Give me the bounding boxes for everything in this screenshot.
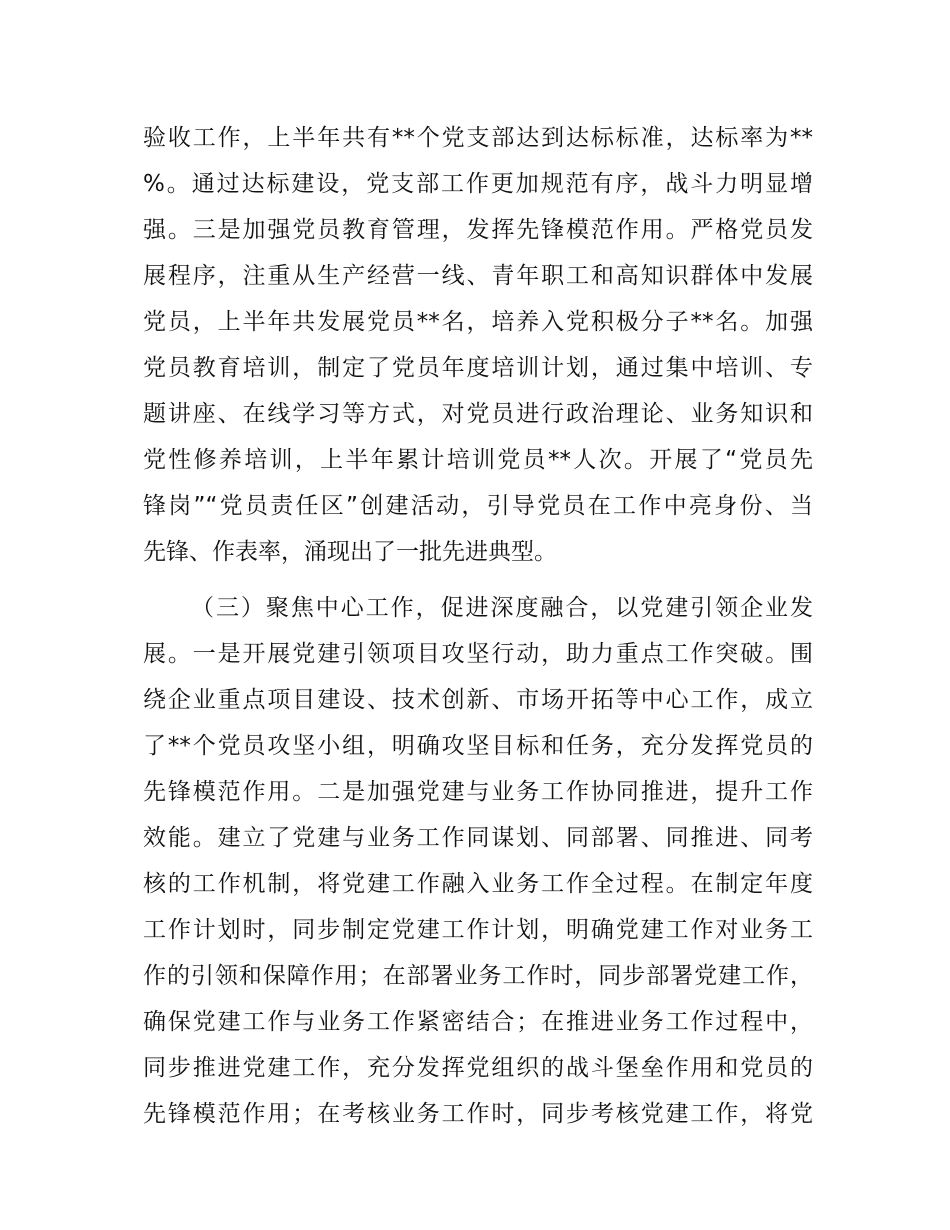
paragraph-party-member-education <box>143 122 813 582</box>
paragraph-gap <box>143 582 813 592</box>
document-page <box>143 122 813 1144</box>
text-line: 先锋模范作用。二是加强党建与业务工作协同推进，提升工作 <box>143 779 813 805</box>
text-line: 强。三是加强党员教育管理，发挥先锋模范作用。严格党员发 <box>143 217 813 243</box>
text-line: 了**个党员攻坚小组，明确攻坚目标和任务，充分发挥党员的 <box>143 733 813 759</box>
text-line: 先锋模范作用；在考核业务工作时，同步考核党建工作，将党 <box>143 1101 813 1127</box>
text-line: 核的工作机制，将党建工作融入业务工作全过程。在制定年度 <box>143 871 813 897</box>
text-line: 绕企业重点项目建设、技术创新、市场开拓等中心工作，成立 <box>143 687 813 713</box>
text-line: 工作计划时，同步制定党建工作计划，明确党建工作对业务工 <box>143 917 813 943</box>
text-line: 效能。建立了党建与业务工作同谋划、同部署、同推进、同考 <box>143 825 813 851</box>
text-line: 先锋、作表率，涌现出了一批先进典型。 <box>143 539 557 565</box>
text-line: 展程序，注重从生产经营一线、青年职工和高知识群体中发展 <box>143 263 813 289</box>
text-line: 题讲座、在线学习等方式，对党员进行政治理论、业务知识和 <box>143 401 813 427</box>
text-line: 党员教育培训，制定了党员年度培训计划，通过集中培训、专 <box>143 355 813 381</box>
text-line: 党员，上半年共发展党员**名，培养入党积极分子**名。加强 <box>143 309 813 335</box>
text-line: %。通过达标建设，党支部工作更加规范有序，战斗力明显增 <box>143 171 813 197</box>
paragraph-focus-central-work <box>143 592 813 1144</box>
text-line: （三）聚焦中心工作，促进深度融合，以党建引领企业发 <box>191 595 813 621</box>
text-line: 党性修养培训，上半年累计培训党员**人次。开展了“党员先 <box>143 447 813 473</box>
text-line: 作的引领和保障作用；在部署业务工作时，同步部署党建工作， <box>143 963 813 989</box>
text-line: 展。一是开展党建引领项目攻坚行动，助力重点工作突破。围 <box>143 641 813 667</box>
text-line: 验收工作，上半年共有**个党支部达到达标标准，达标率为** <box>143 125 813 151</box>
text-line: 锋岗”“党员责任区”创建活动，引导党员在工作中亮身份、当 <box>143 493 813 519</box>
text-line: 同步推进党建工作，充分发挥党组织的战斗堡垒作用和党员的 <box>143 1055 813 1081</box>
text-line: 确保党建工作与业务工作紧密结合；在推进业务工作过程中， <box>143 1009 813 1035</box>
